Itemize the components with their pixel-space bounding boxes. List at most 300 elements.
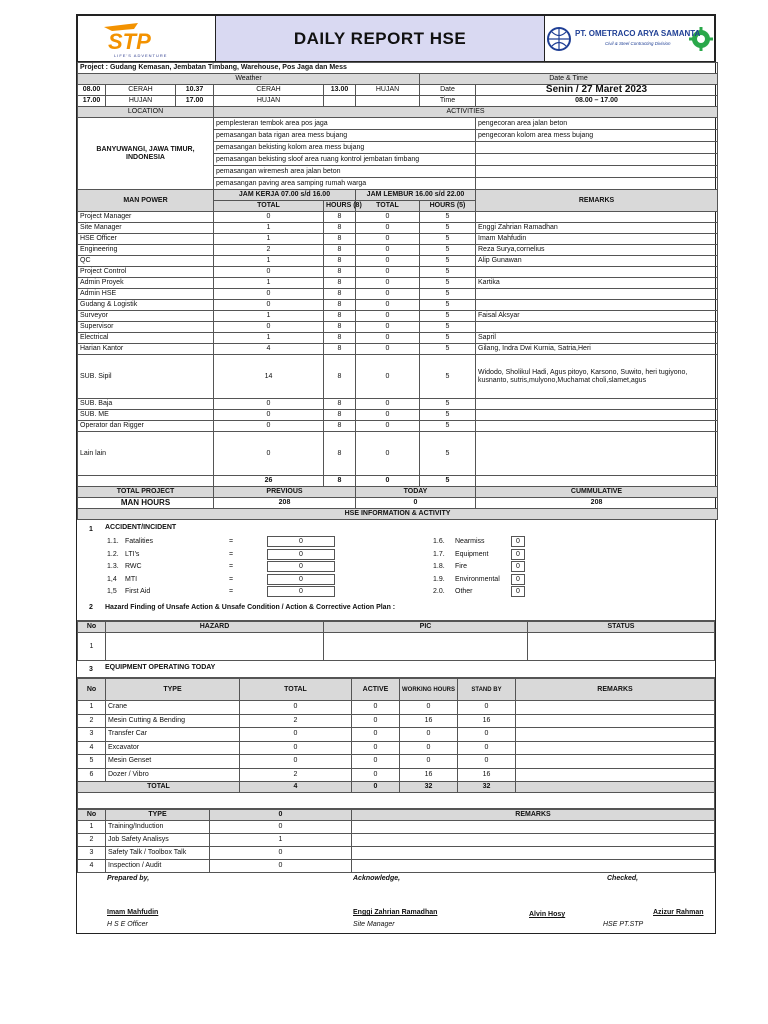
train-val: 1 xyxy=(210,834,352,847)
hazard-row-no: 1 xyxy=(78,633,106,661)
accident-value: 0 xyxy=(511,549,525,560)
manpower-hours8: 8 xyxy=(324,223,356,234)
manpower-remarks xyxy=(476,399,718,410)
equip-standby: 0 xyxy=(458,728,516,742)
signer-name: Alvin Hosy xyxy=(529,911,566,918)
accident-name: Equipment xyxy=(455,550,489,558)
manpower-total-lembur: 0 xyxy=(356,432,420,476)
hse-info-label: HSE INFORMATION & ACTIVITY xyxy=(78,509,718,520)
manpower-total-lembur: 0 xyxy=(356,421,420,432)
train-val: 0 xyxy=(210,860,352,873)
equip-col-total: TOTAL xyxy=(240,679,352,701)
accident-eq: = xyxy=(229,575,234,583)
jam-kerja-label: JAM KERJA 07.00 s/d 16.00 xyxy=(214,190,356,201)
accident-value: 0 xyxy=(267,561,335,572)
weather-cond: HUJAN xyxy=(106,96,176,107)
equip-type: Transfer Car xyxy=(106,728,240,742)
equip-no: 2 xyxy=(78,714,106,728)
manpower-total: 1 xyxy=(214,333,324,344)
manpower-hours5: 5 xyxy=(420,355,476,399)
manpower-hours5: 5 xyxy=(420,322,476,333)
equip-active: 0 xyxy=(352,768,400,782)
equip-active: 0 xyxy=(352,741,400,755)
accident-code: 1.6. xyxy=(433,538,445,545)
equip-working: 16 xyxy=(400,714,458,728)
manpower-name: Operator dan Rigger xyxy=(78,421,214,432)
equip-no: 6 xyxy=(78,768,106,782)
activity-item: pengecoran kolom area mess bujang xyxy=(476,130,718,142)
accident-eq: = xyxy=(229,538,234,545)
equip-total: 0 xyxy=(240,741,352,755)
manpower-remarks xyxy=(476,267,718,278)
weather-label: Weather xyxy=(78,74,420,85)
accident-code: 1.1. xyxy=(107,538,119,545)
equip-type: Dozer / Vibro xyxy=(106,768,240,782)
activity-item xyxy=(476,142,718,154)
manpower-hours5: 5 xyxy=(420,289,476,300)
hazard-col-no: No xyxy=(78,622,106,633)
equip-no: 4 xyxy=(78,741,106,755)
manpower-hours5: 5 xyxy=(420,223,476,234)
manpower-name: Project Control xyxy=(78,267,214,278)
equip-working: 0 xyxy=(400,701,458,715)
equip-standby: 16 xyxy=(458,714,516,728)
manpower-name: SUB. Sipil xyxy=(78,355,214,399)
manpower-hours8: 8 xyxy=(324,311,356,322)
equip-col-active: ACTIVE xyxy=(352,679,400,701)
weather-time: 10.37 xyxy=(176,85,214,96)
accident-code: 1.3. xyxy=(107,563,119,570)
activity-item: pemasangan bekisting sloof area ruang kontrol jembatan timbang xyxy=(214,154,476,166)
accident-section xyxy=(77,520,715,621)
equip-remarks xyxy=(516,768,715,782)
date-label: Date xyxy=(420,85,476,96)
equip-total: 2 xyxy=(240,768,352,782)
cummulative-value: 208 xyxy=(476,498,718,509)
manpower-hours5: 5 xyxy=(420,267,476,278)
equip-col-standby: STAND BY xyxy=(458,679,516,701)
train-remarks xyxy=(352,860,715,873)
activities-label: ACTIVITIES xyxy=(214,107,718,118)
train-val: 0 xyxy=(210,821,352,834)
manpower-name: SUB. ME xyxy=(78,410,214,421)
weather-time: 17.00 xyxy=(78,96,106,107)
signer-name: Imam Mahfudin xyxy=(107,909,159,916)
manpower-total-lembur: 0 xyxy=(356,322,420,333)
report-header xyxy=(77,15,715,62)
train-val: 0 xyxy=(210,847,352,860)
manpower-total-lembur: 0 xyxy=(356,399,420,410)
company-division: Civil & Steel Contracting Division xyxy=(605,40,671,46)
manpower-total-lembur: 0 xyxy=(356,355,420,399)
manpower-remarks: Imam Mahfudin xyxy=(476,234,718,245)
equip-total-standby: 32 xyxy=(458,782,516,793)
activity-item: pemasangan bekisting kolom area mess bujang xyxy=(214,142,476,154)
accident-value: 0 xyxy=(267,536,335,547)
equip-col-working: WORKING HOURS xyxy=(400,679,458,701)
manpower-name: SUB. Baja xyxy=(78,399,214,410)
manpower-total-lembur: 0 xyxy=(356,278,420,289)
equipment-title: EQUIPMENT OPERATING TODAY xyxy=(105,664,216,671)
manpower-remarks xyxy=(476,410,718,421)
manpower-sum-lembur: 0 xyxy=(356,476,420,487)
equip-working: 0 xyxy=(400,728,458,742)
equip-total-active: 0 xyxy=(352,782,400,793)
prepared-label: Prepared by, xyxy=(107,875,150,882)
accident-item xyxy=(107,561,327,572)
training-table xyxy=(77,809,715,873)
signer-role: HSE PT.STP xyxy=(603,921,644,928)
manpower-total: 1 xyxy=(214,311,324,322)
equip-standby: 0 xyxy=(458,755,516,769)
accident-eq: = xyxy=(229,588,234,595)
total-project-label: TOTAL PROJECT xyxy=(78,487,214,498)
manpower-hours5: 5 xyxy=(420,399,476,410)
equip-col-remarks: REMARKS xyxy=(516,679,715,701)
manpower-total: 1 xyxy=(214,256,324,267)
accident-item xyxy=(433,574,533,585)
train-no: 4 xyxy=(78,860,106,873)
ometraco-globe-icon xyxy=(545,17,715,61)
manpower-total-lembur: 0 xyxy=(356,223,420,234)
accident-value: 0 xyxy=(511,586,525,597)
accident-code: 1,5 xyxy=(107,588,117,595)
accident-name: MTI xyxy=(125,575,138,583)
manpower-remarks xyxy=(476,432,718,476)
activity-item: pengecoran area jalan beton xyxy=(476,118,718,130)
equip-standby: 0 xyxy=(458,701,516,715)
manpower-remarks: Sapril xyxy=(476,333,718,344)
manpower-total-lembur: 0 xyxy=(356,234,420,245)
manpower-total: 0 xyxy=(214,322,324,333)
manpower-hours8: 8 xyxy=(324,344,356,355)
equip-total-working: 32 xyxy=(400,782,458,793)
manpower-total: 0 xyxy=(214,289,324,300)
previous-label: PREVIOUS xyxy=(214,487,356,498)
manpower-name: Site Manager xyxy=(78,223,214,234)
manpower-total: 1 xyxy=(214,234,324,245)
manpower-name: Electrical xyxy=(78,333,214,344)
time-value: 08.00 – 17.00 xyxy=(476,96,718,107)
manpower-remarks: Alip Gunawan xyxy=(476,256,718,267)
manpower-hours8: 8 xyxy=(324,289,356,300)
svg-text:STP: STP xyxy=(108,28,151,54)
accident-eq: = xyxy=(229,563,234,570)
accident-value: 0 xyxy=(267,574,335,585)
remarks-label: REMARKS xyxy=(476,190,718,212)
stp-logo xyxy=(78,16,216,62)
equip-total: 0 xyxy=(240,728,352,742)
accident-title: ACCIDENT/INCIDENT xyxy=(105,524,177,531)
manpower-name: Admin HSE xyxy=(78,289,214,300)
manpower-remarks xyxy=(476,289,718,300)
hazard-col-status: STATUS xyxy=(528,622,715,633)
section-number: 2 xyxy=(89,604,93,611)
accident-item xyxy=(107,536,327,547)
accident-name: LTI's xyxy=(125,550,140,558)
main-table xyxy=(77,62,718,520)
activity-item xyxy=(476,166,718,178)
cummulative-label: CUMMULATIVE xyxy=(476,487,718,498)
manpower-total: 4 xyxy=(214,344,324,355)
manpower-hours5: 5 xyxy=(420,278,476,289)
manpower-name: Engineering xyxy=(78,245,214,256)
manpower-label: MAN POWER xyxy=(78,190,214,212)
equip-no: 5 xyxy=(78,755,106,769)
equip-remarks xyxy=(516,714,715,728)
equip-type: Excavator xyxy=(106,741,240,755)
manpower-hours8: 8 xyxy=(324,267,356,278)
col-hours8: HOURS (8) xyxy=(324,201,356,212)
manpower-hours8: 8 xyxy=(324,256,356,267)
train-col-val: 0 xyxy=(210,810,352,821)
accident-item xyxy=(107,574,327,585)
accident-code: 1,4 xyxy=(107,575,117,583)
manpower-hours8: 8 xyxy=(324,234,356,245)
manpower-hours8: 8 xyxy=(324,399,356,410)
manpower-hours5: 5 xyxy=(420,212,476,223)
manpower-hours5: 5 xyxy=(420,234,476,245)
weather-time: 13.00 xyxy=(324,85,356,96)
manpower-remarks xyxy=(476,212,718,223)
time-label: Time xyxy=(420,96,476,107)
accident-item xyxy=(433,586,533,597)
manpower-remarks xyxy=(476,322,718,333)
signature-block xyxy=(77,873,715,933)
company-name: PT. OMETRACO ARYA SAMANTA xyxy=(575,28,701,38)
page-title: DAILY REPORT HSE xyxy=(216,16,545,62)
equip-total: 0 xyxy=(240,701,352,715)
equipment-section-title xyxy=(77,661,715,678)
accident-name: Fire xyxy=(455,563,468,570)
manpower-total: 1 xyxy=(214,223,324,234)
weather-cond: CERAH xyxy=(106,85,176,96)
train-col-no: No xyxy=(78,810,106,821)
equipment-table xyxy=(77,678,715,809)
activity-item: pemplesteran tembok area pos jaga xyxy=(214,118,476,130)
signer-role: Site Manager xyxy=(353,921,395,928)
manpower-hours5: 5 xyxy=(420,311,476,322)
manpower-total: 0 xyxy=(214,212,324,223)
accident-name: Nearmiss xyxy=(455,538,485,545)
col-hours5: HOURS (5) xyxy=(420,201,476,212)
section-number: 3 xyxy=(89,666,93,673)
manpower-total-lembur: 0 xyxy=(356,245,420,256)
manpower-hours8: 8 xyxy=(324,432,356,476)
manpower-total-lembur: 0 xyxy=(356,289,420,300)
man-hours-label: MAN HOURS xyxy=(78,498,214,509)
accident-item xyxy=(433,561,533,572)
equip-total: 2 xyxy=(240,714,352,728)
manpower-sum-hours5: 5 xyxy=(420,476,476,487)
equip-active: 0 xyxy=(352,755,400,769)
equip-type: Crane xyxy=(106,701,240,715)
equip-col-type: TYPE xyxy=(106,679,240,701)
equip-remarks xyxy=(516,741,715,755)
manpower-total: 0 xyxy=(214,399,324,410)
manpower-hours5: 5 xyxy=(420,245,476,256)
equip-total-total: 4 xyxy=(240,782,352,793)
acknowledge-label: Acknowledge, xyxy=(353,875,401,882)
equip-standby: 0 xyxy=(458,741,516,755)
weather-cond: CERAH xyxy=(214,85,324,96)
accident-name: Environmental xyxy=(455,575,500,583)
manpower-name: Admin Proyek xyxy=(78,278,214,289)
manpower-total: 0 xyxy=(214,421,324,432)
equip-working: 16 xyxy=(400,768,458,782)
manpower-hours8: 8 xyxy=(324,300,356,311)
equip-active: 0 xyxy=(352,701,400,715)
equip-active: 0 xyxy=(352,728,400,742)
equip-standby: 16 xyxy=(458,768,516,782)
equip-type: Mesin Genset xyxy=(106,755,240,769)
accident-name: RWC xyxy=(125,563,142,570)
manpower-hours5: 5 xyxy=(420,300,476,311)
equip-working: 0 xyxy=(400,755,458,769)
accident-code: 2.0. xyxy=(433,588,445,595)
signer-role: H S E Officer xyxy=(107,921,148,928)
manpower-remarks: Faisal Aksyar xyxy=(476,311,718,322)
weather-cond: HUJAN xyxy=(356,85,420,96)
accident-value: 0 xyxy=(511,561,525,572)
train-type: Job Safety Analisys xyxy=(106,834,210,847)
report-sheet xyxy=(76,14,716,934)
weather-time: 08.00 xyxy=(78,85,106,96)
training-rows xyxy=(78,821,715,873)
manpower-hours8: 8 xyxy=(324,333,356,344)
manpower-name: Surveyor xyxy=(78,311,214,322)
manpower-total: 0 xyxy=(214,432,324,476)
col-total: TOTAL xyxy=(214,201,324,212)
manpower-total-lembur: 0 xyxy=(356,311,420,322)
train-remarks xyxy=(352,821,715,834)
weather-cond: HUJAN xyxy=(214,96,324,107)
train-col-remarks: REMARKS xyxy=(352,810,715,821)
accident-name: First Aid xyxy=(125,588,151,595)
manpower-hours8: 8 xyxy=(324,322,356,333)
location-value: BANYUWANGI, JAWA TIMUR, INDONESIA xyxy=(78,118,214,190)
manpower-name: HSE Officer xyxy=(78,234,214,245)
accident-value: 0 xyxy=(267,586,335,597)
accident-item xyxy=(433,536,533,547)
manpower-name: Supervisor xyxy=(78,322,214,333)
manpower-rows xyxy=(78,212,718,355)
manpower-total: 1 xyxy=(214,278,324,289)
train-type: Training/Induction xyxy=(106,821,210,834)
manpower-total-lembur: 0 xyxy=(356,344,420,355)
equip-total-label: TOTAL xyxy=(78,782,240,793)
accident-code: 1.2. xyxy=(107,550,119,558)
jam-lembur-label: JAM LEMBUR 16.00 s/d 22.00 xyxy=(356,190,476,201)
accident-eq: = xyxy=(229,550,234,558)
accident-code: 1.8. xyxy=(433,563,445,570)
manpower-hours5: 5 xyxy=(420,432,476,476)
train-no: 1 xyxy=(78,821,106,834)
location-label: LOCATION xyxy=(78,107,214,118)
train-type: Safety Talk / Toolbox Talk xyxy=(106,847,210,860)
manpower-remarks xyxy=(476,300,718,311)
equip-no: 1 xyxy=(78,701,106,715)
manpower-hours5: 5 xyxy=(420,410,476,421)
col-total-lembur: TOTAL xyxy=(356,201,420,212)
manpower-total: 0 xyxy=(214,300,324,311)
equip-total: 0 xyxy=(240,755,352,769)
hazard-col-pic: PIC xyxy=(324,622,528,633)
equip-remarks xyxy=(516,755,715,769)
manpower-name: Lain lain xyxy=(78,432,214,476)
weather-time: 17.00 xyxy=(176,96,214,107)
train-no: 3 xyxy=(78,847,106,860)
stp-tagline: LIFE'S ADVENTURE xyxy=(114,52,168,58)
manpower-sum-hours8: 8 xyxy=(324,476,356,487)
train-type: Inspection / Audit xyxy=(106,860,210,873)
previous-value: 208 xyxy=(214,498,356,509)
manpower-name: QC xyxy=(78,256,214,267)
manpower-total: 14 xyxy=(214,355,324,399)
manpower-total-lembur: 0 xyxy=(356,256,420,267)
manpower-hours8: 8 xyxy=(324,245,356,256)
manpower-hours8: 8 xyxy=(324,212,356,223)
accident-item xyxy=(433,549,533,560)
train-remarks xyxy=(352,847,715,860)
accident-name: Other xyxy=(455,588,473,595)
hazard-table xyxy=(77,621,715,661)
activity-item: pemasangan wiremesh area jalan beton xyxy=(214,166,476,178)
manpower-remarks: Gilang, Indra Dwi Kurnia, Satria,Heri xyxy=(476,344,718,355)
activity-item xyxy=(476,154,718,166)
accident-code: 1.7. xyxy=(433,550,445,558)
manpower-remarks: Reza Surya,cornelius xyxy=(476,245,718,256)
hazard-col-hazard: HAZARD xyxy=(106,622,324,633)
accident-code: 1.9. xyxy=(433,575,445,583)
manpower-total: 0 xyxy=(214,410,324,421)
equip-active: 0 xyxy=(352,714,400,728)
equip-col-no: No xyxy=(78,679,106,701)
manpower-total: 0 xyxy=(214,267,324,278)
manpower-total: 2 xyxy=(214,245,324,256)
equip-type: Mesin Cutting & Bending xyxy=(106,714,240,728)
activity-item: pemasangan bata rigan area mess bujang xyxy=(214,130,476,142)
manpower-hours5: 5 xyxy=(420,256,476,267)
manpower-hours5: 5 xyxy=(420,421,476,432)
checked-label: Checked, xyxy=(607,875,639,882)
manpower-name: Harian Kantor xyxy=(78,344,214,355)
manpower-remarks xyxy=(476,421,718,432)
activity-item xyxy=(476,178,718,190)
manpower-hours8: 8 xyxy=(324,278,356,289)
train-remarks xyxy=(352,834,715,847)
accident-item xyxy=(107,549,327,560)
signer-name: Enggi Zahrian Ramadhan xyxy=(353,909,438,916)
manpower-total-lembur: 0 xyxy=(356,300,420,311)
manpower-hours5: 5 xyxy=(420,333,476,344)
accident-name: Fatalities xyxy=(125,538,154,545)
manpower-hours8: 8 xyxy=(324,355,356,399)
manpower-name: Project Manager xyxy=(78,212,214,223)
manpower-total-lembur: 0 xyxy=(356,212,420,223)
activity-item: pemasangan paving area samping rumah warga xyxy=(214,178,476,190)
section-number: 1 xyxy=(89,526,93,533)
accident-value: 0 xyxy=(511,574,525,585)
equipment-rows xyxy=(78,701,715,782)
manpower-rows-2 xyxy=(78,399,718,432)
datetime-label: Date & Time xyxy=(420,74,718,85)
manpower-total-lembur: 0 xyxy=(356,333,420,344)
company-logo xyxy=(545,16,715,62)
manpower-total-lembur: 0 xyxy=(356,267,420,278)
manpower-total-lembur: 0 xyxy=(356,410,420,421)
equip-no: 3 xyxy=(78,728,106,742)
